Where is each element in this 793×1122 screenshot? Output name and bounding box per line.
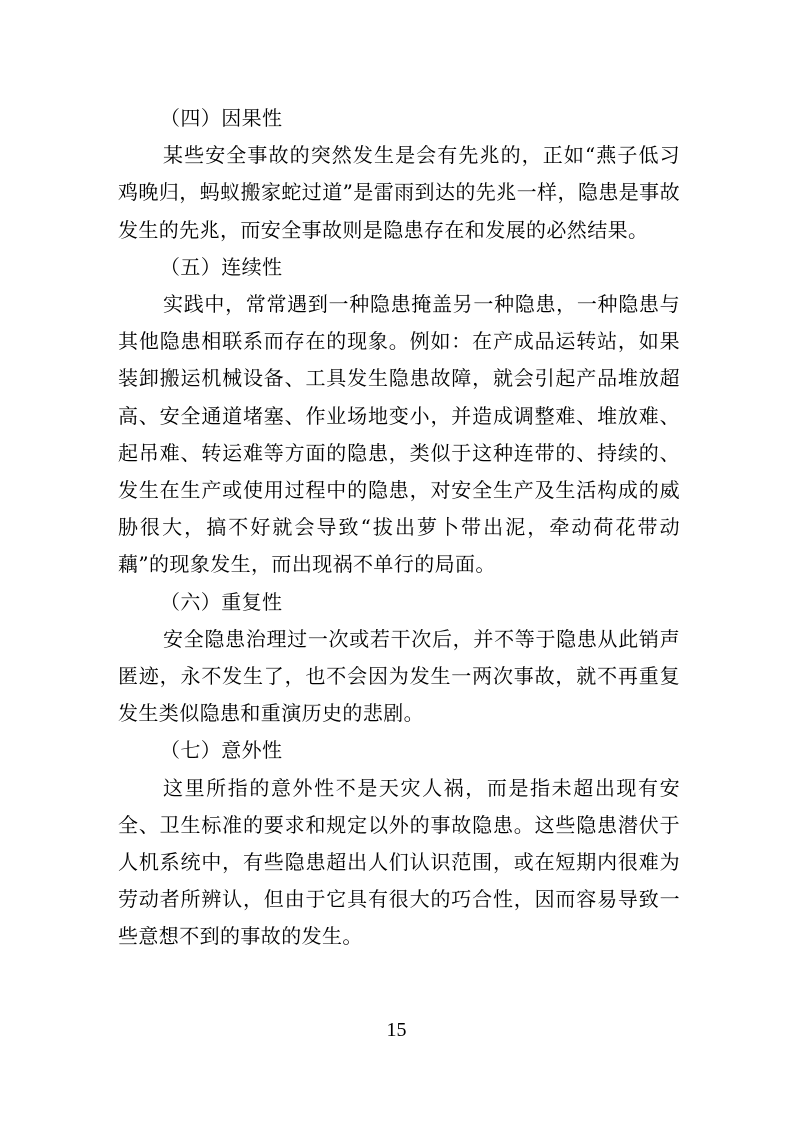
section-heading-repetition: （六）重复性	[160, 589, 283, 614]
section-heading-continuity: （五）连续性	[160, 254, 283, 279]
section-paragraph-repetition: 安全隐患治理过一次或若干次后，并不等于隐患从此销声匿迹，永不发生了，也不会因为发生一两次事故，就不再重复发生类似隐患和重演历史的悲剧。	[118, 626, 680, 726]
page-number: 15	[386, 1019, 407, 1041]
section-heading-unexpectedness: （七）意外性	[160, 738, 283, 763]
section-paragraph-unexpectedness: 这里所指的意外性不是天灾人祸，而是指未超出现有安全、卫生标准的要求和规定以外的事故隐患。这些隐患潜伏于人机系统中，有些隐患超出人们认识范围，或在短期内很难为劳动者所辨认，但由于它具有很大的巧合性，因而容易导致一些意想不到的事故的发生。	[118, 775, 680, 949]
section-paragraph-causality: 某些安全事故的突然发生是会有先兆的，正如“燕子低习鸡晚归，蚂蚁搬家蛇过道”是雷雨到达的先兆一样，隐患是事故发生的先兆，而安全事故则是隐患存在和发展的必然结果。	[118, 143, 680, 242]
section-heading-causality: （四）因果性	[160, 106, 283, 130]
page-body	[118, 100, 680, 956]
section-paragraph-continuity: 实践中，常常遇到一种隐患掩盖另一种隐患，一种隐患与其他隐患相联系而存在的现象。例如：在产成品运转站，如果装卸搬运机械设备、工具发生隐患故障，就会引起产品堆放超高、安全通道堵塞、作业场地变小，并造成调整难、堆放难、起吊难、转运难等方面的隐患，类似于这种连带的、持续的、发生在生产或使用过程中的隐患，对安全生产及生活构成的威胁很大，搞不好就会导致“拔出萝卜带出泥，牵动荷花带动藕”的现象发生，而出现祸不单行的局面。	[118, 292, 680, 577]
